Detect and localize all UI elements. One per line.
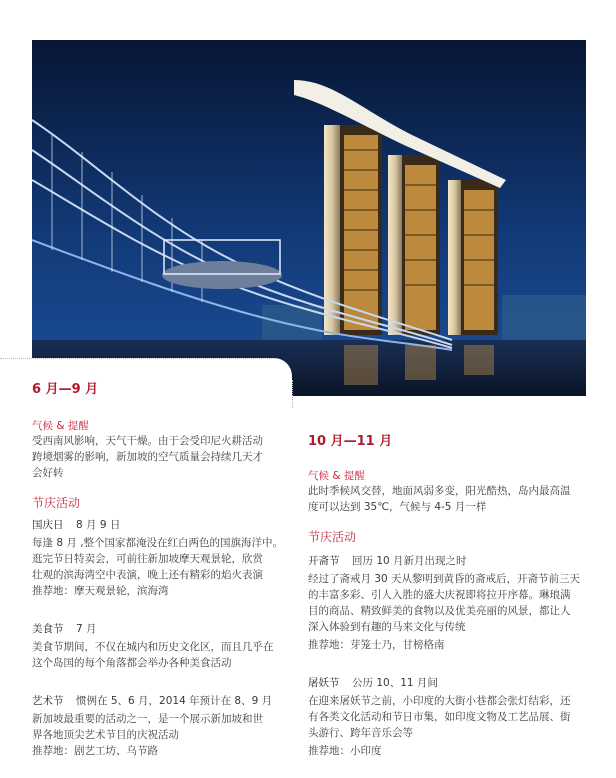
hari-raya-line: 深入体验到有趣的马来文化与传统 bbox=[308, 621, 466, 633]
national-day-recommend: 推荐地：摩天观景轮，滨海湾 bbox=[32, 585, 169, 597]
deepavali-recommend: 推荐地：小印度 bbox=[308, 745, 382, 757]
deepavali-line: 有各类文化活动和节日市集，如印度文物及工艺品展、街 bbox=[308, 711, 571, 723]
hari-raya-title: 开斋节 bbox=[308, 555, 340, 567]
food-festival-line: 这个岛国的每个角落都会举办各种美食活动 bbox=[32, 657, 232, 669]
art-festival-line: 界各地顶尖艺术节目的庆祝活动 bbox=[32, 729, 179, 741]
left-climate-line: 会好转 bbox=[32, 467, 64, 479]
food-festival-date: 7 月 bbox=[76, 623, 97, 635]
art-festival-recommend: 推荐地：剧艺工坊、乌节路 bbox=[32, 745, 158, 757]
right-period-heading: 10 月—11 月 bbox=[308, 434, 393, 449]
marina-bay-photo bbox=[32, 40, 586, 396]
hari-raya-line: 经过了斋戒月 30 天从黎明到黄昏的斋戒后，开斋节前三天 bbox=[308, 573, 581, 585]
deepavali-date: 公历 10、11 月间 bbox=[352, 677, 438, 689]
hari-raya-line: 的丰富多彩、引人入胜的盛大庆祝即将拉开序幕。琳琅满 bbox=[308, 589, 571, 601]
left-climate-label: 气候 & 提醒 bbox=[32, 420, 89, 432]
deepavali-line: 在迎来屠妖节之前，小印度的大街小巷都会张灯结彩，还 bbox=[308, 695, 571, 707]
right-festival-heading: 节庆活动 bbox=[308, 530, 357, 544]
art-festival-line: 新加坡最重要的活动之一，是一个展示新加坡和世 bbox=[32, 713, 263, 725]
right-climate-line: 度可以达到 35℃，气候与 4-5 月一样 bbox=[308, 501, 487, 513]
hari-raya-line: 目的商品、精致鲜美的食物以及优美亮丽的风景，都让人 bbox=[308, 605, 571, 617]
national-day-date: 8 月 9 日 bbox=[76, 519, 121, 531]
deepavali-line: 头游行、跨年音乐会等 bbox=[308, 727, 413, 739]
right-climate-label: 气候 & 提醒 bbox=[308, 470, 365, 482]
left-climate-line: 受西南风影响，天气干燥。由于会受印尼火耕活动 bbox=[32, 435, 263, 447]
art-festival-date: 惯例在 5、6 月，2014 年预计在 8、9 月 bbox=[76, 695, 273, 707]
food-festival-title: 美食节 bbox=[32, 623, 64, 635]
left-card-divider bbox=[0, 358, 276, 359]
food-festival-line: 美食节期间，不仅在城内和历史文化区，而且几乎在 bbox=[32, 641, 274, 653]
national-day-line: 每逢 8 月 ,整个国家都淹没在红白两色的国旗海洋中。 bbox=[32, 537, 284, 549]
marina-bay-illustration bbox=[32, 40, 586, 396]
hari-raya-date: 回历 10 月新月出现之时 bbox=[352, 555, 467, 567]
national-day-line: 壮观的滨海湾空中表演，晚上还有精彩的焰火表演 bbox=[32, 569, 263, 581]
hari-raya-recommend: 推荐地：芽笼士乃，甘榜格南 bbox=[308, 639, 445, 651]
right-climate-line: 此时季候风交替，地面风弱多变，阳光酷热，岛内最高温 bbox=[308, 485, 571, 497]
art-festival-title: 艺术节 bbox=[32, 695, 64, 707]
national-day-line: 逛完节日特卖会，可前往新加坡摩天观景轮，欣赏 bbox=[32, 553, 263, 565]
left-period-heading: 6 月—9 月 bbox=[32, 382, 99, 397]
deepavali-title: 屠妖节 bbox=[308, 677, 340, 689]
national-day-title: 国庆日 bbox=[32, 519, 64, 531]
left-climate-line: 跨境烟雾的影响，新加坡的空气质量会持续几天才 bbox=[32, 451, 263, 463]
left-festival-heading: 节庆活动 bbox=[32, 496, 81, 510]
